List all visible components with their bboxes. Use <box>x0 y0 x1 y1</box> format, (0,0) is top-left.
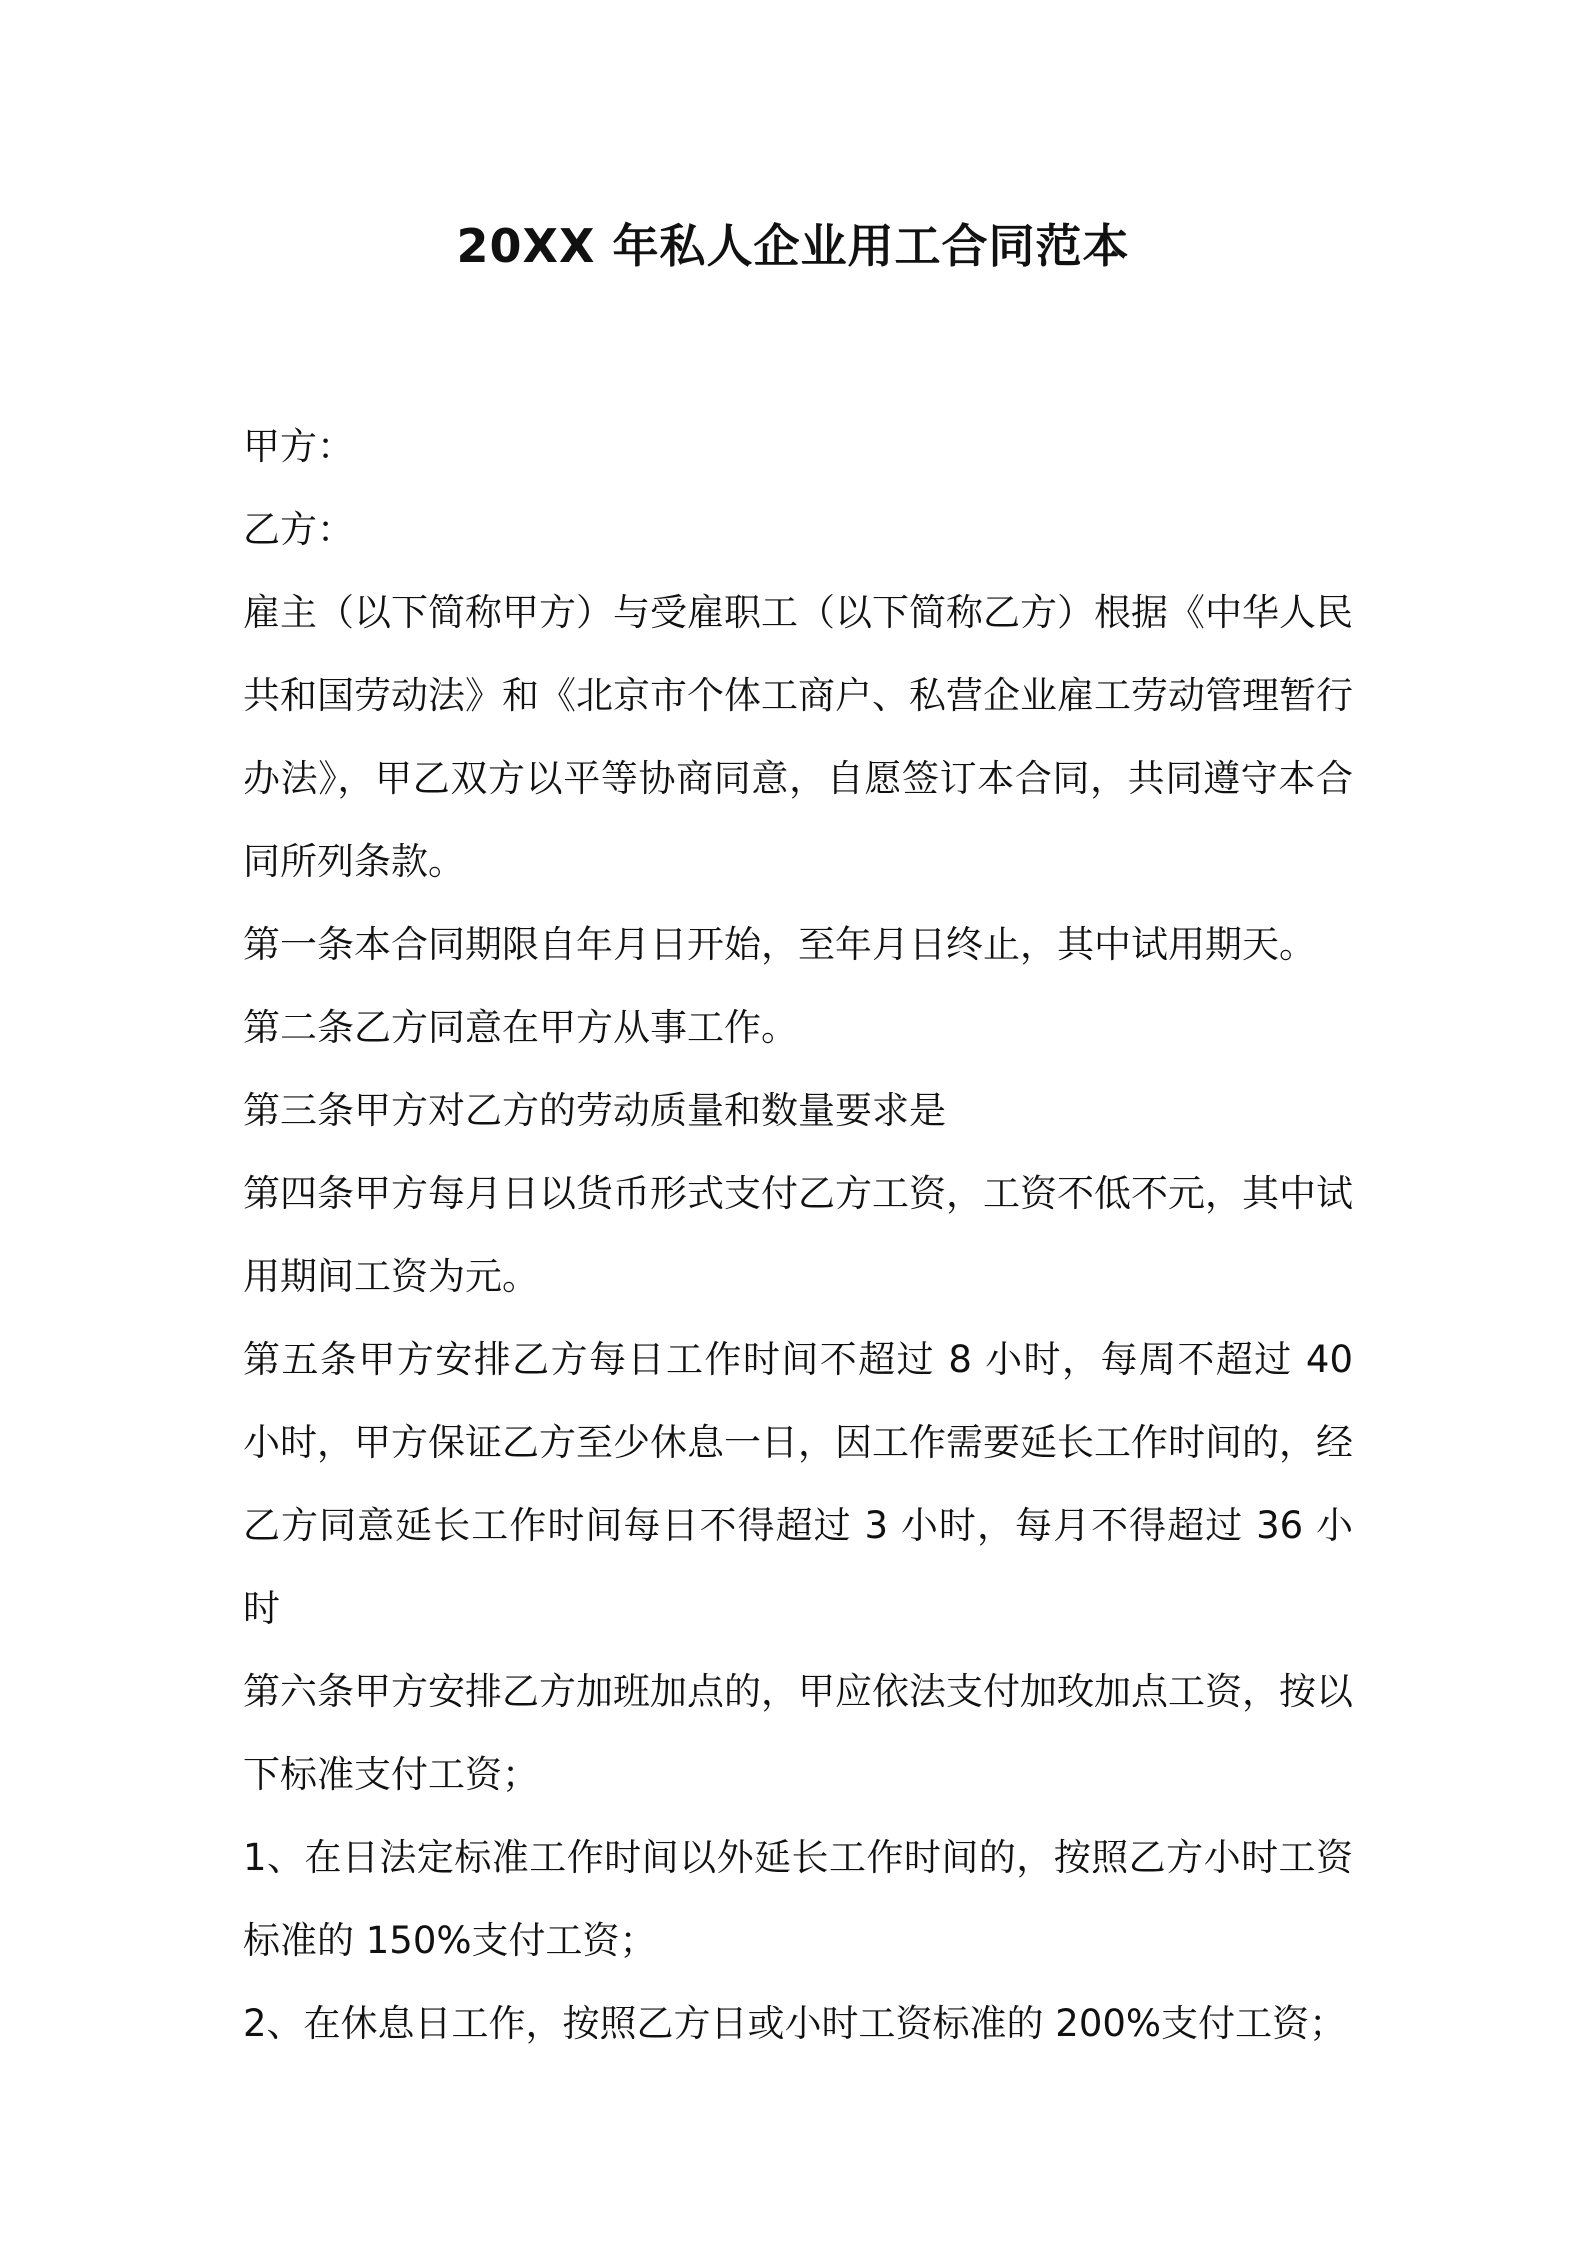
party-b-line: 乙方： <box>243 508 354 551</box>
article-5: 第五条甲方安排乙方每日工作时间不超过 8 小时，每周不超过 40 小时，甲方保证乙方至少休息一日，因工作需要延长工作时间的，经乙方同意延长工作时间每日不得超过 3 小时，每月不得超过 36 小时 <box>243 1338 1353 1630</box>
document-title: 20XX 年私人企业用工合同范本 <box>456 219 1130 273</box>
list-item-2: 2、在休息日工作，按照乙方日或小时工资标准的 200%支付工资； <box>243 2002 1347 2045</box>
document-body <box>243 405 1353 2065</box>
article-2: 第二条乙方同意在甲方从事工作。 <box>243 1006 798 1049</box>
list-item-1: 1、在日法定标准工作时间以外延长工作时间的，按照乙方小时工资标准的 150%支付工资； <box>243 1836 1353 1962</box>
article-6: 第六条甲方安排乙方加班加点的，甲应依法支付加玫加点工资，按以下标准支付工资； <box>243 1670 1353 1796</box>
article-4: 第四条甲方每月日以货币形式支付乙方工资，工资不低不元，其中试用期间工资为元。 <box>243 1172 1353 1298</box>
preamble-paragraph: 雇主（以下简称甲方）与受雇职工（以下简称乙方）根据《中华人民共和国劳动法》和《北京市个体工商户、私营企业雇工劳动管理暂行办法》，甲乙双方以平等协商同意，自愿签订本合同，共同遵守本合同所列条款。 <box>243 591 1353 883</box>
article-3: 第三条甲方对乙方的劳动质量和数量要求是 <box>243 1089 946 1132</box>
party-a-line: 甲方： <box>243 425 354 468</box>
article-1: 第一条本合同期限自年月日开始，至年月日终止，其中试用期天。 <box>243 923 1316 966</box>
